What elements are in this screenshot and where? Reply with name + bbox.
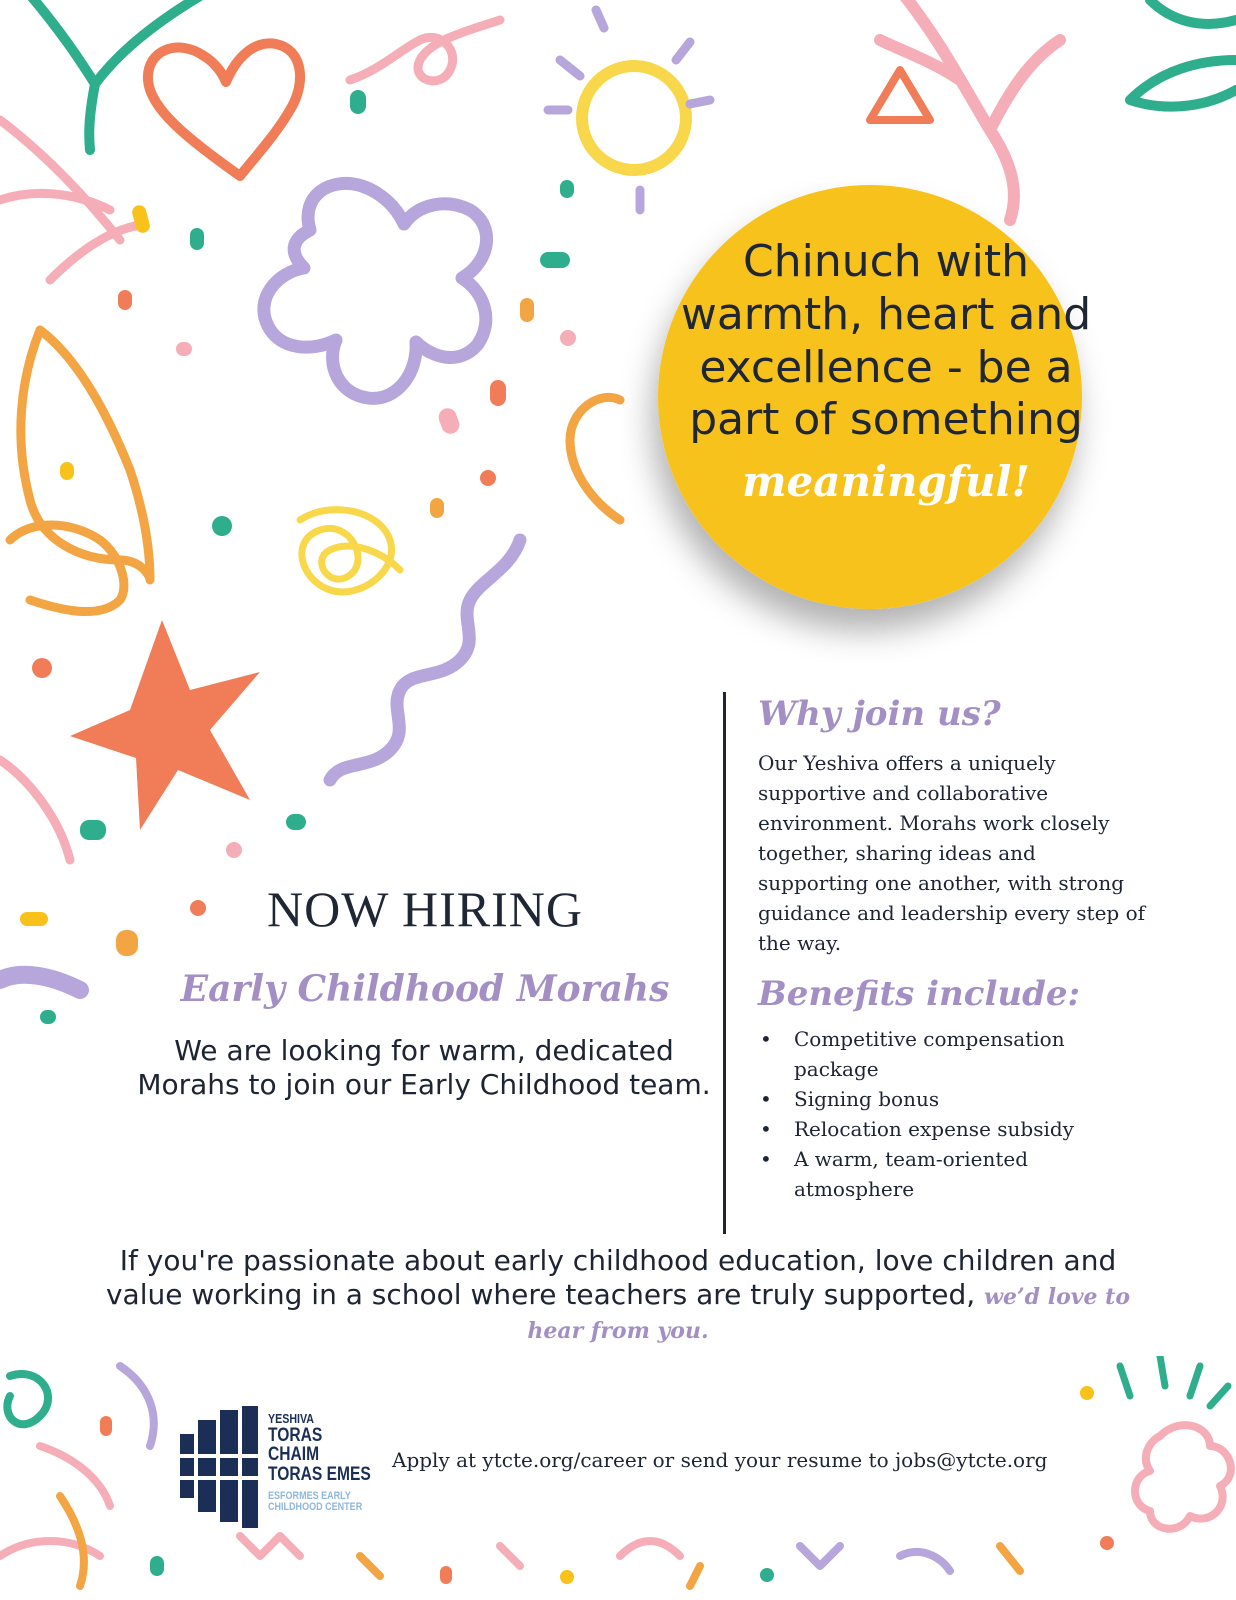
confetti-dot [350,90,366,114]
confetti-dot [760,1568,774,1582]
confetti-dot [80,820,106,840]
headline-line: warmth, heart and [680,288,1092,340]
benefit-item: • A warm, team-oriented atmosphere [758,1144,1148,1204]
orange-leaf-doodle [21,330,150,580]
confetti-dot [150,1556,164,1576]
logo-line: TORAS CHAIM [268,1424,323,1466]
pink-arc-doodle [0,760,70,860]
orange-heart-doodle [570,397,620,520]
benefits-list [758,1024,1148,1204]
confetti-dot [176,342,192,356]
why-join-title: Why join us? [758,694,1001,734]
logo-subtitle: CHILDHOOD CENTER [268,1501,363,1514]
confetti-dot [560,180,574,198]
confetti-dot [480,470,496,486]
confetti-dot [116,930,138,956]
role-title: Early Childhood Morahs [180,968,670,1010]
benefit-item: • Signing bonus [758,1084,1148,1114]
school-logo-text [268,1412,398,1514]
confetti-dot [560,330,576,346]
teal-leaf-right-doodle [1130,60,1236,107]
confetti-dot [190,228,204,250]
closing-text [92,1244,1144,1346]
pink-loop-doodle [350,20,500,81]
confetti-dot [60,462,74,480]
teal-ray-doodle [1120,1356,1228,1406]
closing-accent: we’d love to hear from you. [527,1284,1131,1345]
lavender-arc-doodle [120,1366,154,1446]
logo-line: TORAS EMES [268,1464,371,1486]
headline-emphasis: meaningful! [742,457,1030,507]
benefit-item: • Competitive compensation package [758,1024,1148,1084]
headline-line: Chinuch with [742,236,1030,287]
confetti-dot [118,290,132,310]
confetti-dot [32,658,52,678]
benefit-item: • Relocation expense subsidy [758,1114,1148,1144]
confetti-dot [212,516,232,536]
benefits-title: Benefits include: [758,974,1081,1014]
confetti-dot [286,814,306,830]
lavender-mark-doodle [0,975,80,990]
confetti-dot [520,298,534,322]
why-join-body: Our Yeshiva offers a uniquely supportive and collaborative environment. Morahs work closely together, sharing ideas and supporting one another, with strong guidance and leadership every step of the way. [758,751,1146,955]
logo-line: YESHIVA [268,1411,315,1426]
confetti-dot [540,252,570,268]
pink-zigzag-doodle [240,1536,680,1566]
intro-text: We are looking for warm, dedicated Morahs to join our Early Childhood team. [137,1034,711,1101]
confetti-dot [1080,1386,1094,1400]
lavender-zigzag-doodle [800,1546,950,1571]
column-divider [723,692,726,1234]
lavender-squiggle-doodle [330,540,520,780]
coral-star-doodle [70,620,260,830]
headline-text [646,236,1126,508]
teal-swirl-doodle [7,1374,48,1424]
confetti-dot [100,1416,112,1436]
now-hiring-heading: NOW HIRING [267,881,583,937]
coral-heart-doodle [148,43,300,176]
logo-subtitle: ESFORMES EARLY [268,1489,351,1502]
confetti-dot [436,406,462,437]
headline-line: part of something [689,394,1083,446]
confetti-dot [1100,1536,1114,1550]
orange-petal-doodle [10,525,124,612]
closing-body: If you're passionate about early childhood education, love children and value working in a school where teachers are truly supported, [105,1244,1117,1312]
yellow-sun-doodle [582,66,686,170]
confetti-dot [440,1566,452,1584]
confetti-dot [40,1010,56,1024]
confetti-dot [20,912,48,926]
confetti-dot [430,498,444,518]
confetti-dot [490,380,506,406]
lavender-flower-doodle [264,183,487,398]
apply-text: Apply at ytcte.org/career or send your resume to jobs@ytcte.org [392,1448,1048,1472]
confetti-dot [560,1570,574,1584]
headline-line: excellence - be a [699,341,1073,393]
coral-triangle-doodle [870,70,930,120]
pink-swirl-doodle [0,1446,110,1556]
teal-leaf-top-doodle [1150,0,1236,24]
confetti-dot [226,842,242,858]
pink-line-doodle [0,120,140,280]
yellow-scribble-doodle [300,510,400,592]
pink-flower-right-doodle [1135,1425,1231,1529]
